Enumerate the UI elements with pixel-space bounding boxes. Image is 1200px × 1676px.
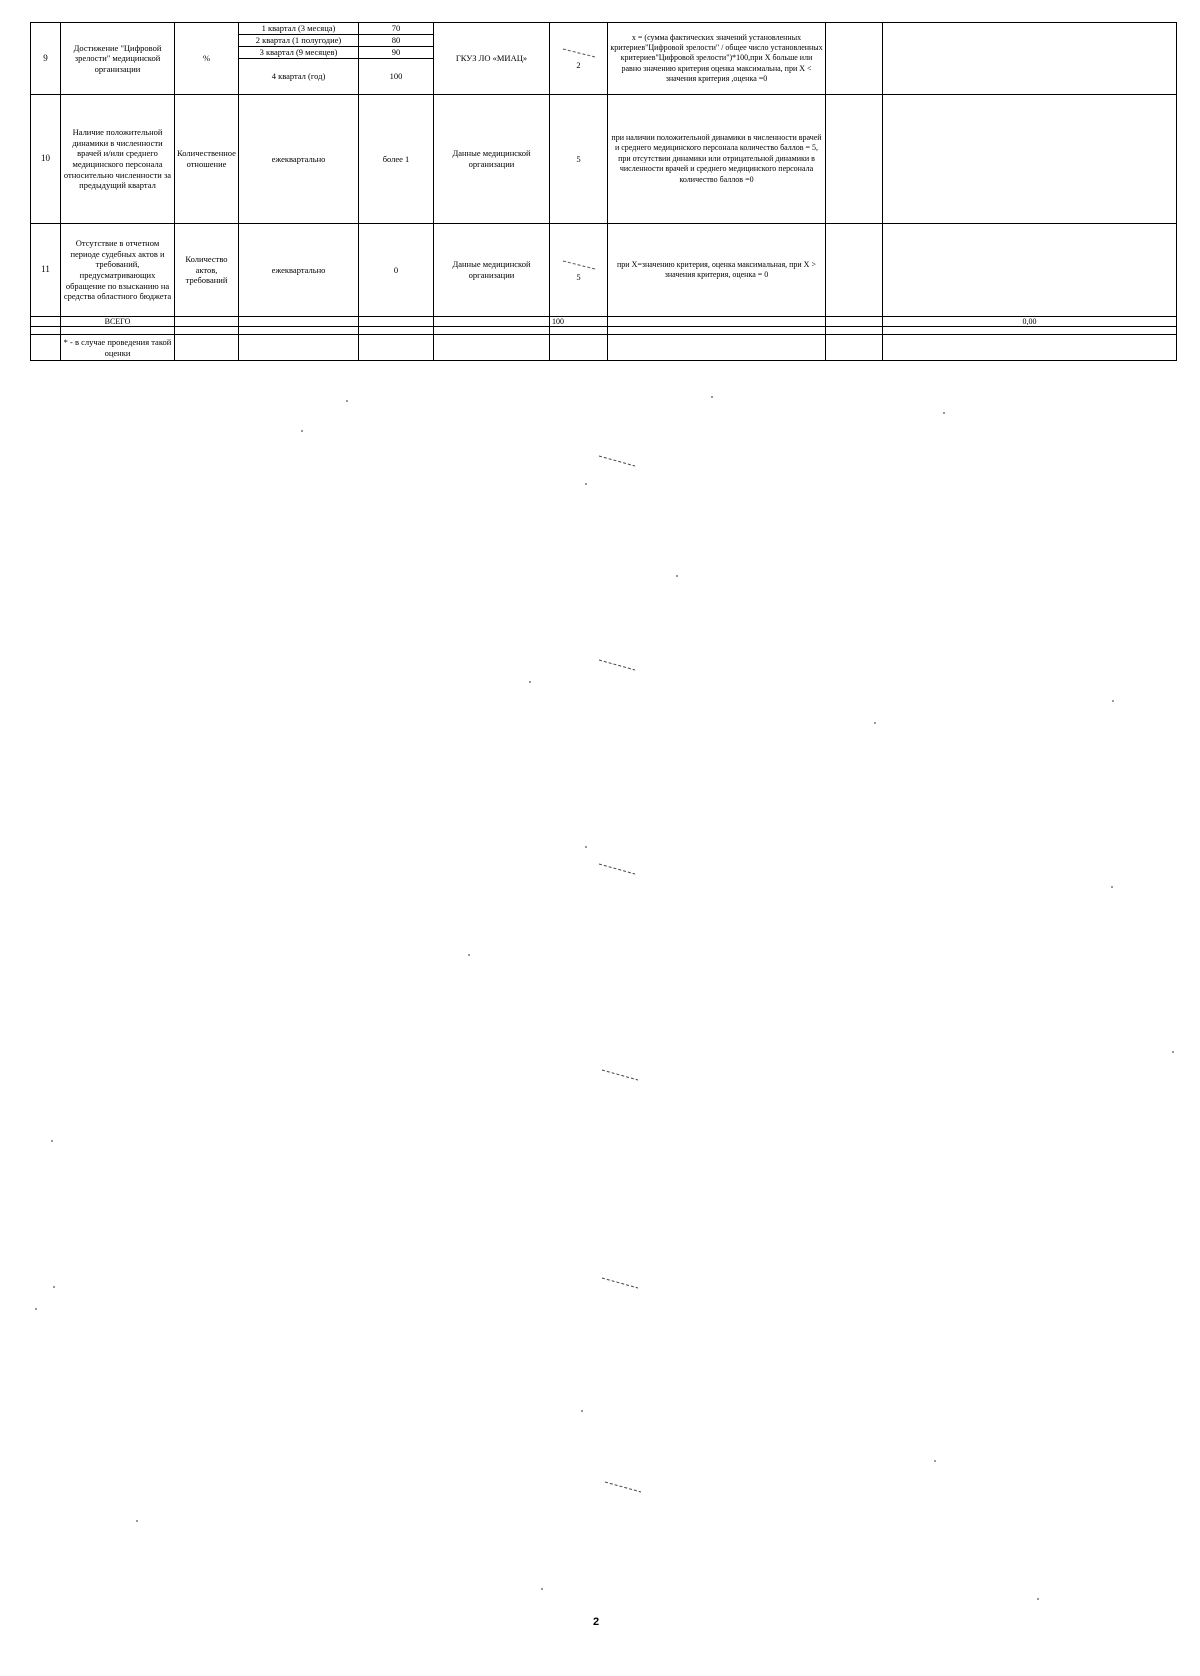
scan-speck bbox=[585, 846, 587, 848]
unit-cell: % bbox=[175, 23, 239, 95]
scan-speck bbox=[676, 575, 678, 577]
scan-dash-mark bbox=[559, 258, 599, 272]
empty-cell bbox=[31, 317, 61, 327]
empty-cell bbox=[31, 335, 61, 361]
empty-cell bbox=[239, 317, 359, 327]
points-value: 5 bbox=[576, 271, 581, 282]
data-source: Данные медицинской организации bbox=[434, 95, 550, 224]
scan-artifact bbox=[603, 1480, 643, 1494]
scan-speck bbox=[585, 483, 587, 485]
scan-speck bbox=[346, 400, 348, 402]
total-row bbox=[31, 317, 1177, 327]
scan-speck bbox=[51, 1140, 53, 1142]
scan-speck bbox=[711, 396, 713, 398]
criteria-table bbox=[30, 22, 1177, 361]
empty-cell bbox=[826, 95, 883, 224]
data-source: ГКУЗ ЛО «МИАЦ» bbox=[434, 23, 550, 95]
data-source: Данные медицинской организации bbox=[434, 224, 550, 317]
period-cell: 4 квартал (год) bbox=[239, 59, 359, 95]
scan-speck bbox=[934, 1460, 936, 1462]
scan-speck bbox=[301, 430, 303, 432]
scan-speck bbox=[53, 1286, 55, 1288]
scan-speck bbox=[541, 1588, 543, 1590]
empty-cell bbox=[359, 317, 434, 327]
evaluation-method: x = (сумма фактических значений установленных критериев"Цифровой зрелости" / общее число установленных критериев"Цифровой зрелости")*100,при X больше или равно значению критерия оценка максимальна, при X < значения критерия ,оценка =0 bbox=[608, 23, 826, 95]
criterion-name: Отсутствие в отчетном периоде судебных актов и требований, предусматривающих обращение по взысканию на средства областного бюджета bbox=[61, 224, 175, 317]
target-value: 0 bbox=[359, 224, 434, 317]
empty-cell bbox=[883, 23, 1177, 95]
page-number: 2 bbox=[593, 1616, 600, 1628]
period-cell: 3 квартал (9 месяцев) bbox=[239, 47, 359, 59]
scan-speck bbox=[136, 1520, 138, 1522]
row-number: 9 bbox=[31, 23, 61, 95]
target-value: 70 bbox=[359, 23, 434, 35]
scan-artifact bbox=[600, 1276, 640, 1290]
table-row bbox=[31, 224, 1177, 317]
scan-dash-mark bbox=[559, 46, 599, 60]
row-number: 11 bbox=[31, 224, 61, 317]
empty-cell bbox=[883, 95, 1177, 224]
evaluation-method: при наличии положительной динамики в численности врачей и среднего медицинского персонала количество баллов = 5, при отсутствии динамики или отрицательной динамики в численности врачей и среднего медицинского персонала количество баллов =0 bbox=[608, 95, 826, 224]
max-points bbox=[550, 224, 608, 317]
row-number: 10 bbox=[31, 95, 61, 224]
empty-row bbox=[31, 327, 1177, 335]
footnote-text: * - в случае проведения такой оценки bbox=[61, 335, 175, 361]
unit-cell: Количественное отношение bbox=[175, 95, 239, 224]
total-label: ВСЕГО bbox=[61, 317, 175, 327]
scan-speck bbox=[943, 412, 945, 414]
period-cell: 2 квартал (1 полугодие) bbox=[239, 35, 359, 47]
empty-cell bbox=[608, 317, 826, 327]
scan-speck bbox=[1112, 700, 1114, 702]
total-points: 100 bbox=[550, 317, 608, 327]
points-value: 2 bbox=[576, 60, 581, 71]
scan-speck bbox=[874, 722, 876, 724]
footnote-row bbox=[31, 335, 1177, 361]
target-value: 90 bbox=[359, 47, 434, 59]
scan-artifact bbox=[597, 658, 637, 672]
scan-speck bbox=[1172, 1051, 1174, 1053]
evaluation-method: при X=значению критерия, оценка максимальная, при X > значения критерия, оценка = 0 bbox=[608, 224, 826, 317]
scan-artifact bbox=[597, 862, 637, 876]
unit-cell: Количество актов, требований bbox=[175, 224, 239, 317]
scan-speck bbox=[1037, 1598, 1039, 1600]
criterion-name: Наличие положительной динамики в численности врачей и/или среднего медицинского персонала относительно численности за предыдущий квартал bbox=[61, 95, 175, 224]
empty-cell bbox=[883, 224, 1177, 317]
criterion-name: Достижение "Цифровой зрелости" медицинской организации bbox=[61, 23, 175, 95]
empty-cell bbox=[175, 317, 239, 327]
period-cell: 1 квартал (3 месяца) bbox=[239, 23, 359, 35]
scan-speck bbox=[468, 954, 470, 956]
scan-speck bbox=[581, 1410, 583, 1412]
empty-cell bbox=[826, 224, 883, 317]
empty-cell bbox=[826, 317, 883, 327]
empty-cell bbox=[434, 317, 550, 327]
scan-speck bbox=[1111, 886, 1113, 888]
total-score: 0,00 bbox=[883, 317, 1177, 327]
empty-cell bbox=[826, 23, 883, 95]
target-value: более 1 bbox=[359, 95, 434, 224]
target-value: 80 bbox=[359, 35, 434, 47]
scan-artifact bbox=[597, 454, 637, 468]
period-cell: ежеквартально bbox=[239, 95, 359, 224]
scan-speck bbox=[35, 1308, 37, 1310]
scan-artifact bbox=[600, 1068, 640, 1082]
points-value: 5 bbox=[550, 95, 608, 224]
table-row bbox=[31, 23, 1177, 35]
scan-speck bbox=[529, 681, 531, 683]
period-cell: ежеквартально bbox=[239, 224, 359, 317]
target-value: 100 bbox=[359, 59, 434, 95]
table-row bbox=[31, 95, 1177, 224]
max-points bbox=[550, 23, 608, 95]
